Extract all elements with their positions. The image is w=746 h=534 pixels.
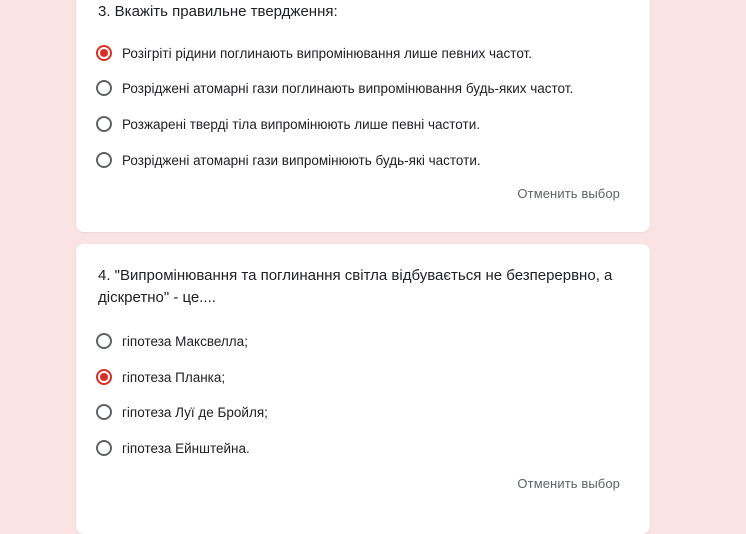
radio-option[interactable]	[96, 436, 250, 460]
clear-selection-button[interactable]: Отменить выбор	[517, 186, 620, 201]
option-label: гіпотеза Ейнштейна.	[122, 440, 250, 456]
option-label: гіпотеза Планка;	[122, 369, 226, 385]
radio-option[interactable]	[96, 365, 225, 389]
clear-selection-button[interactable]: Отменить выбор	[517, 476, 620, 491]
question-card-4	[76, 244, 650, 534]
radio-option[interactable]	[96, 329, 248, 353]
radio-unselected-icon[interactable]	[96, 333, 112, 349]
question-title: 4. "Випромінювання та поглинання світла відбувається не безперервно, а дiскретно" - це....	[98, 267, 613, 306]
question-title: 3. Вкажіть правильне твердження:	[98, 3, 338, 20]
radio-unselected-icon[interactable]	[96, 404, 112, 420]
radio-selected-icon[interactable]	[96, 369, 112, 385]
option-label: гіпотеза Максвелла;	[122, 333, 248, 349]
option-label: Розріджені атомарні гази випромінюють будь-які частоти.	[122, 152, 481, 168]
option-label: Розжарені тверді тіла випромінюють лише певні частоти.	[122, 116, 480, 132]
radio-selected-icon[interactable]	[96, 45, 112, 61]
radio-unselected-icon[interactable]	[96, 80, 112, 96]
radio-option[interactable]	[96, 41, 532, 65]
radio-unselected-icon[interactable]	[96, 116, 112, 132]
option-label: Розріджені атомарні гази поглинають випромінювання будь-яких частот.	[122, 80, 574, 96]
radio-unselected-icon[interactable]	[96, 440, 112, 456]
option-label: гіпотеза Луї де Бройля;	[122, 404, 268, 420]
option-label: Розігріті рідини поглинають випромінювання лише певних частот.	[122, 45, 532, 61]
radio-option[interactable]	[96, 148, 481, 172]
radio-option[interactable]	[96, 112, 480, 136]
radio-unselected-icon[interactable]	[96, 152, 112, 168]
question-card-3	[76, 0, 650, 232]
radio-option[interactable]	[96, 76, 573, 100]
radio-option[interactable]	[96, 400, 268, 424]
